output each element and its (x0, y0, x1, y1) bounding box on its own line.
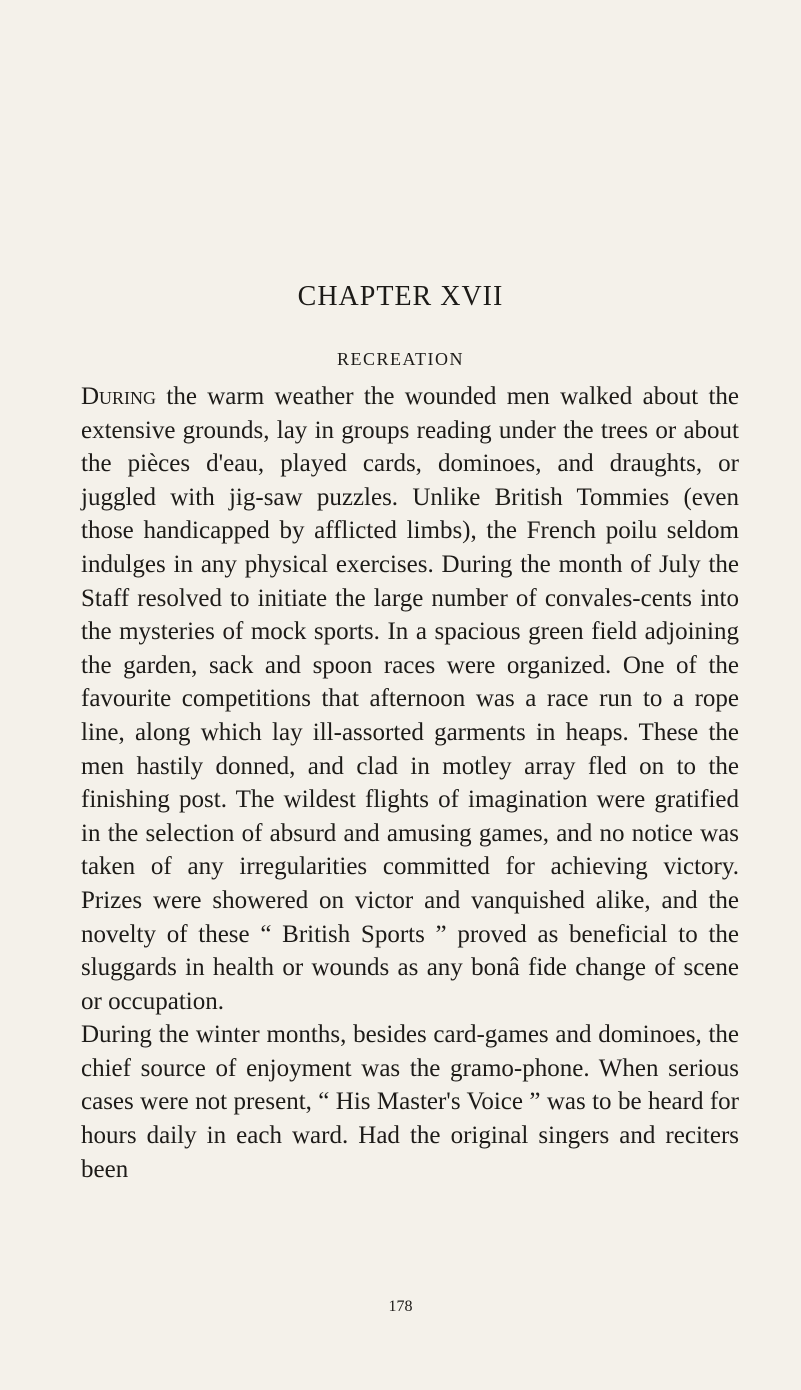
paragraph-1 (81, 380, 739, 1018)
paragraph-1-lead-word: During (81, 383, 157, 410)
paragraph-2-text: During the winter months, besides card-games and dominoes, the chief source of enjoyment was the gramo-phone. When serious cases were not present, “ His Master's Voice ” was to be heard for hours daily in each ward. Had the original singers and reciters been (81, 1021, 739, 1183)
page-number: 178 (388, 1298, 413, 1315)
body-text (81, 380, 739, 1186)
paragraph-1-text: the warm weather the wounded men walked about the extensive grounds, lay in groups reading under the trees or about the pièces d'eau, played cards, dominoes, and draughts, or juggled with jig-saw puzzles. Unlike British Tommies (even those handicapped by afflicted limbs), the French poilu seldom indulges in any physical exercises. During the month of July the Staff resolved to initiate the large number of convales-cents into the mysteries of mock sports. In a spacious green field adjoining the garden, sack and spoon races were organized. One of the favourite competitions that afternoon was a race run to a rope line, along which lay ill-assorted garments in heaps. These the men hastily donned, and clad in motley array fled on to the finishing post. The wildest flights of imagination were gratified in the selection of absurd and amusing games, and no notice was taken of any irregularities committed for achieving victory. Prizes were showered on victor and vanquished alike, and the novelty of these “ British Sports ” proved as beneficial to the sluggards in health or wounds as any bonâ fide change of scene or occupation. (81, 383, 739, 1015)
chapter-subtitle: RECREATION (337, 349, 464, 369)
paragraph-2 (81, 1018, 739, 1186)
chapter-title: CHAPTER XVII (297, 281, 504, 312)
